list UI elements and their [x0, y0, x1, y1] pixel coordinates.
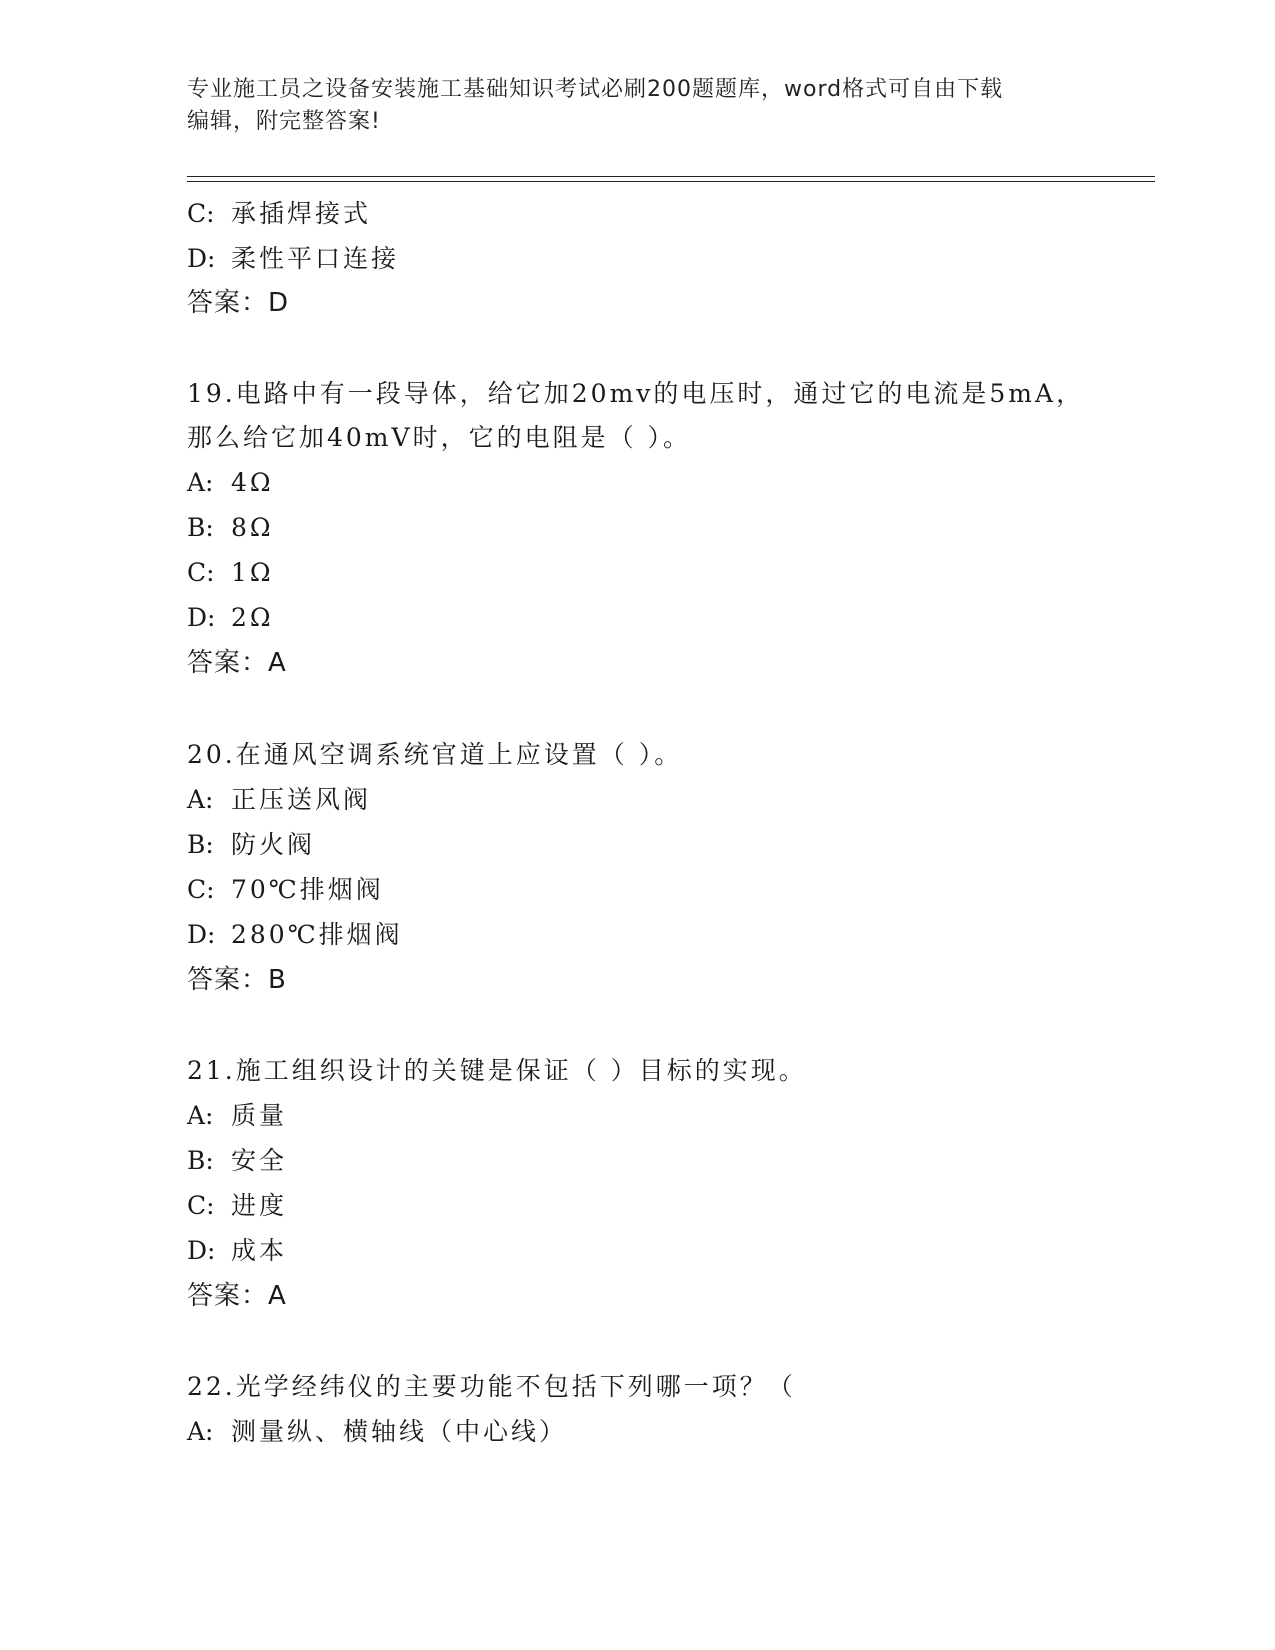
option-text: 安全	[231, 1146, 288, 1175]
option-text: 1Ω	[231, 558, 274, 587]
option-text: 质量	[231, 1101, 288, 1130]
option-letter: C:	[187, 558, 215, 587]
header-divider-top	[187, 176, 1155, 177]
question-text: 19.电路中有一段导体，给它加20mv的电压时，通过它的电流是5mA，	[187, 379, 1085, 408]
option-text: 4Ω	[231, 468, 274, 497]
option-letter: A:	[187, 785, 214, 814]
header-title-line-1: 专业施工员之设备安装施工基础知识考试必刷200题题库，word格式可自由下载	[187, 77, 1004, 102]
option-line	[187, 466, 274, 500]
answer-line: 答案：B	[187, 965, 287, 995]
question-text: 21.施工组织设计的关键是保证（ ）目标的实现。	[187, 1056, 807, 1085]
option-letter: D:	[187, 603, 216, 632]
question-text: 那么给它加40mV时，它的电阻是（ ）。	[187, 423, 692, 452]
option-text: 8Ω	[231, 513, 274, 542]
question-text: 20.在通风空调系统官道上应设置（ ）。	[187, 740, 683, 769]
option-line	[187, 918, 403, 952]
option-line	[187, 511, 274, 545]
option-line	[187, 1234, 287, 1268]
option-line	[187, 197, 371, 231]
option-text: 成本	[231, 1236, 288, 1265]
option-letter: B:	[187, 1146, 214, 1175]
option-line	[187, 1189, 287, 1223]
option-letter: C:	[187, 875, 215, 904]
option-text: 柔性平口连接	[231, 244, 400, 273]
option-text: 防火阀	[231, 830, 316, 859]
option-letter: A:	[187, 468, 214, 497]
option-line	[187, 1415, 567, 1449]
option-letter: A:	[187, 1417, 214, 1446]
document-header	[187, 74, 1087, 138]
option-letter: B:	[187, 830, 214, 859]
option-line	[187, 873, 384, 907]
option-line	[187, 601, 274, 635]
answer-line: 答案：D	[187, 288, 290, 318]
question-text: 22.光学经纬仪的主要功能不包括下列哪一项？（	[187, 1372, 796, 1401]
option-text: 进度	[231, 1191, 288, 1220]
option-letter: A:	[187, 1101, 214, 1130]
option-text: 2Ω	[231, 603, 274, 632]
option-line	[187, 1099, 287, 1133]
option-letter: D:	[187, 244, 216, 273]
option-letter: C:	[187, 1191, 215, 1220]
option-letter: C:	[187, 199, 215, 228]
option-line	[187, 828, 315, 862]
option-letter: D:	[187, 1236, 216, 1265]
answer-line: 答案：A	[187, 648, 287, 678]
option-line	[187, 1144, 287, 1178]
header-divider-bottom	[187, 181, 1155, 182]
option-line	[187, 242, 399, 276]
option-line	[187, 783, 371, 817]
option-letter: B:	[187, 513, 214, 542]
option-text: 70℃排烟阀	[231, 875, 384, 904]
option-text: 测量纵、横轴线（中心线）	[231, 1417, 568, 1446]
option-text: 正压送风阀	[231, 785, 372, 814]
option-text: 承插焊接式	[231, 199, 372, 228]
answer-line: 答案：A	[187, 1281, 287, 1311]
option-letter: D:	[187, 920, 216, 949]
header-title-line-2: 编辑，附完整答案!	[187, 109, 381, 134]
option-text: 280℃排烟阀	[231, 920, 403, 949]
option-line	[187, 556, 274, 590]
